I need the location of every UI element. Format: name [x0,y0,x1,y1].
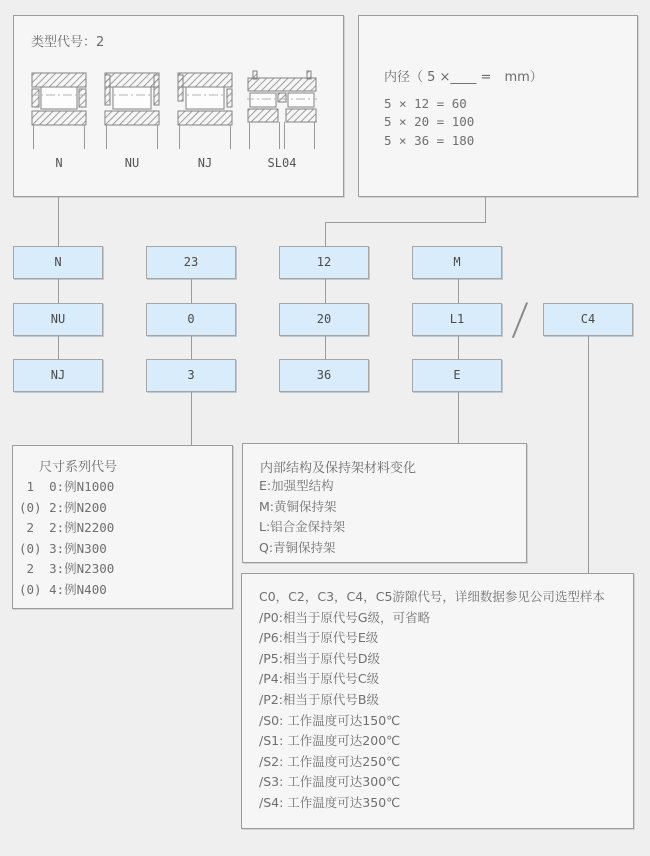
connector-line [191,279,192,303]
clearance-row: /S1: 工作温度可达200℃ [259,733,401,749]
clearance-row: C0，C2，C3，C4，C5游隙代号，详细数据参见公司选型样本 [259,589,605,604]
type-code-panel [13,15,344,197]
clearance-row: /P6:相当于原代号E级 [259,630,379,646]
connector-line [458,279,459,303]
size-series-panel [12,445,233,609]
size-series-row: (0) 2:例N200 [19,499,107,515]
bearing-label: SL04 [267,156,297,170]
bearing-sl04 [247,69,317,170]
clearance-row: /S2: 工作温度可达250℃ [259,753,401,769]
code-box-l1: L1 [412,303,502,336]
type-code-title: 类型代号：2 [31,35,105,50]
connector-line [325,279,326,303]
clearance-row: /P2:相当于原代号B级 [259,691,379,707]
bearing-cross-section-n-icon [31,69,87,151]
code-box-23: 23 [146,246,236,279]
code-box-n: N [13,246,103,279]
code-box-m: M [412,246,502,279]
bearing-n [31,69,87,170]
bearing-nu [104,69,160,170]
bore-title: 内径（ 5 ×____ = mm） [384,70,543,85]
size-series-title: 尺寸系列代号 [39,460,118,475]
code-box-12: 12 [279,246,369,279]
size-series-row: (0) 4:例N400 [19,581,107,597]
connector-line [191,336,192,359]
bearing-cross-section-sl04-icon [247,69,317,151]
internal-structure-row: M:黄铜保持架 [259,498,337,514]
slash-separator [512,302,528,338]
code-box-3: 3 [146,359,236,392]
code-box-nj: NJ [13,359,103,392]
clearance-panel [241,573,634,829]
clearance-row: /P0:相当于原代号G级，可省略 [259,609,431,625]
connector-line [58,336,59,359]
internal-structure-row: Q:青铜保持架 [259,539,336,555]
bearing-label: NJ [197,156,213,170]
code-box-nu: NU [13,303,103,336]
code-box-e: E [412,359,502,392]
connector-line [325,222,486,223]
clearance-row: /S3: 工作温度可达300℃ [259,774,401,790]
bearing-nj [177,69,233,170]
code-box-c4: C4 [543,303,633,336]
connector-line [458,392,459,443]
bearing-cross-section-nu-icon [104,69,160,151]
code-box-36: 36 [279,359,369,392]
connector-line [325,336,326,359]
code-box-0: 0 [146,303,236,336]
internal-structure-row: L:铝合金保持架 [259,519,346,535]
connector-line [458,336,459,359]
connector-line [191,392,192,445]
size-series-row: 2 3:例N2300 [19,561,115,577]
internal-structure-row: E:加强型结构 [259,478,334,493]
internal-structure-title: 内部结构及保持架材料变化 [260,461,417,476]
bore-example: 5 × 20 = 100 [384,114,475,130]
connector-line [58,197,59,246]
internal-structure-panel [242,443,527,563]
size-series-row: 2 2:例N2200 [19,520,115,536]
clearance-row: /S4: 工作温度可达350℃ [259,794,401,810]
clearance-row: /P5:相当于原代号D级 [259,650,381,666]
bore-example: 5 × 12 = 60 [384,96,467,111]
bore-example: 5 × 36 = 180 [384,132,475,148]
size-series-row: (0) 3:例N300 [19,540,107,556]
bearing-label: N [55,156,63,170]
connector-line [588,336,589,573]
code-box-20: 20 [279,303,369,336]
connector-line [325,222,326,246]
bearing-cross-section-nj-icon [177,69,233,151]
clearance-row: /S0: 工作温度可达150℃ [259,712,401,728]
bore-panel [358,15,638,197]
size-series-row: 1 0:例N1000 [19,479,115,494]
bearing-label: NU [124,156,140,170]
connector-line [485,197,486,222]
connector-line [58,279,59,303]
clearance-row: /P4:相当于原代号C级 [259,671,380,687]
